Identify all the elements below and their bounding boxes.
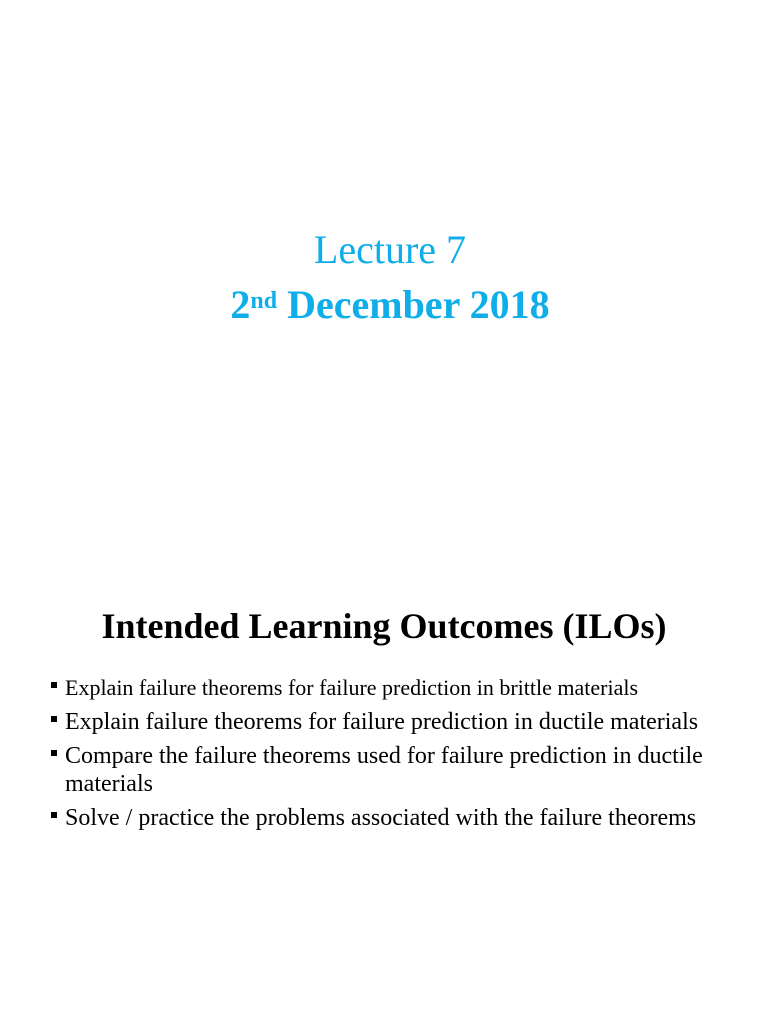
lecture-title: Lecture 7 — [313, 227, 467, 272]
list-item — [47, 708, 747, 736]
date-suffix: nd — [250, 288, 278, 314]
list-item — [47, 742, 747, 798]
list-item-text: Solve / practice the problems associated with the failure theorems — [65, 805, 697, 831]
square-bullet-icon — [51, 812, 57, 818]
list-item-text: Explain failure theorems for failure prediction in ductile materials — [65, 709, 699, 735]
square-bullet-icon — [51, 750, 57, 756]
ilo-heading: Intended Learning Outcomes (ILOs) — [101, 606, 667, 646]
list-item — [47, 674, 747, 702]
date-day: 2 — [230, 282, 251, 327]
lecture-date — [0, 281, 768, 329]
square-bullet-icon — [51, 682, 57, 688]
list-item — [47, 804, 747, 832]
square-bullet-icon — [51, 716, 57, 722]
date-rest: December 2018 — [277, 282, 550, 327]
list-item-text: Compare the failure theorems used for failure prediction in ductile materials — [65, 743, 703, 797]
ilo-list — [47, 674, 747, 838]
list-item-text: Explain failure theorems for failure prediction in brittle materials — [65, 675, 639, 700]
slide-ilos — [0, 512, 768, 1024]
